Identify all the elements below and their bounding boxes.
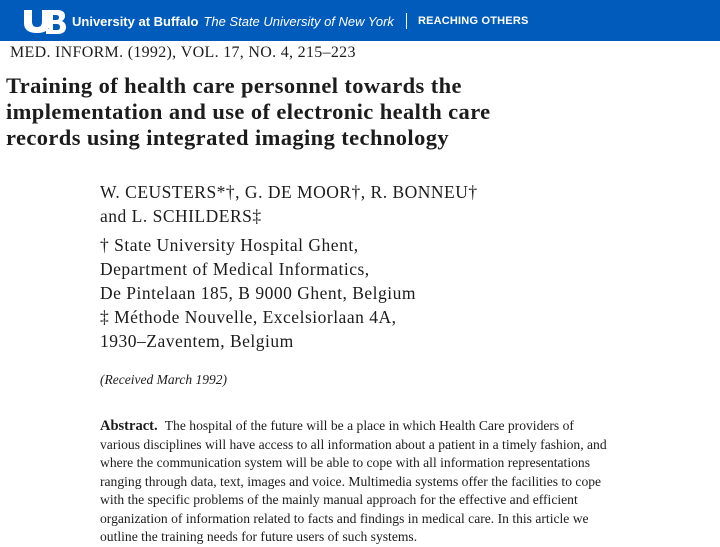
ub-logo-icon[interactable] <box>22 7 66 35</box>
citation-volume: 17, <box>223 44 245 61</box>
banner-text <box>72 13 529 29</box>
state-university-name: The State University of New York <box>203 13 394 29</box>
affiliation-line: ‡ Méthode Nouvelle, Excelsiorlaan 4A, <box>100 307 397 327</box>
received-date: (Received March 1992) <box>100 372 227 387</box>
journal-citation <box>10 44 356 62</box>
banner-divider <box>406 13 407 29</box>
affiliation-line: Department of Medical Informatics, <box>100 259 370 279</box>
author-list <box>100 180 478 228</box>
number-label: NO. <box>248 44 277 61</box>
author-line: and L. SCHILDERS‡ <box>100 206 262 226</box>
paper-title <box>6 73 718 151</box>
journal-name: MED. INFORM. <box>10 44 124 61</box>
abstract-line: with the specific problems of the mainly manual approach for the effective and efficient <box>100 492 578 507</box>
abstract-line: organization of information related to facts and findings in medical care. In this article we <box>100 510 589 526</box>
volume-label: VOL. <box>180 44 219 61</box>
abstract-line: ranging through data, text, images and voice. Multimedia systems offer the facilities to cope <box>100 473 602 489</box>
university-name[interactable]: University at Buffalo <box>72 13 199 29</box>
title-line: records using integrated imaging technology <box>6 125 450 150</box>
university-banner <box>0 0 720 41</box>
citation-pages: 215–223 <box>297 44 356 61</box>
tagline: REACHING OTHERS <box>417 15 529 27</box>
title-line: Training of health care personnel towards the <box>6 73 462 98</box>
abstract-line <box>100 417 718 436</box>
title-line: implementation and use of electronic health care <box>6 99 491 124</box>
citation-number: 4, <box>280 44 294 61</box>
abstract-line: various disciplines will have access to all information about a patient in a timely fashion, and <box>100 436 607 452</box>
affiliation-line: 1930–Zaventem, Belgium <box>100 331 294 351</box>
affiliation-line: † State University Hospital Ghent, <box>100 235 359 255</box>
author-line: W. CEUSTERS*†, G. DE MOOR†, R. BONNEU† <box>100 182 478 202</box>
abstract-text: The hospital of the future will be a place in which Health Care providers of <box>164 418 574 433</box>
abstract-line: outline the training needs for future users of such systems. <box>100 529 418 544</box>
affiliations <box>100 233 416 353</box>
abstract-line: where the communication system will be able to cope with all information representations <box>100 455 590 470</box>
abstract-label: Abstract. <box>100 418 158 434</box>
abstract <box>100 417 718 547</box>
citation-year: (1992), <box>127 44 177 61</box>
affiliation-line: De Pintelaan 185, B 9000 Ghent, Belgium <box>100 283 416 303</box>
